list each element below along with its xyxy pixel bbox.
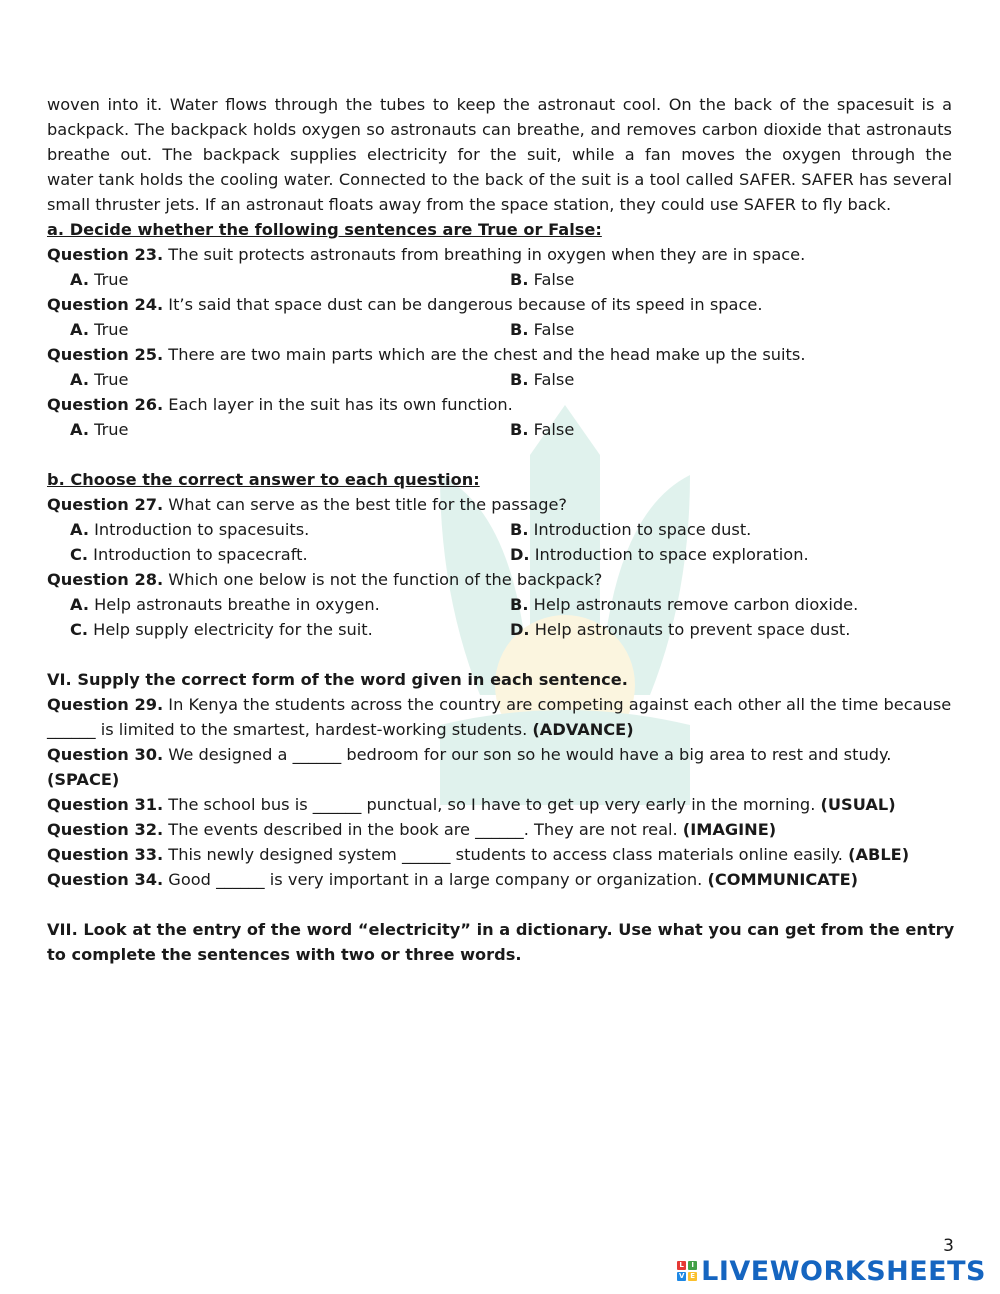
passage-line: woven into it. Water flows through the tubes to keep the astronaut cool. On the back of the spacesuit is a [47,95,952,114]
question-23: Question 23. The suit protects astronauts from breathing in oxygen when they are in space. [47,245,806,264]
option-a[interactable]: A. Help astronauts breathe in oxygen. [70,595,380,614]
option-b[interactable]: B. False [510,270,575,289]
option-a[interactable]: A. True [70,420,129,439]
question-24: Question 24. It’s said that space dust can be dangerous because of its speed in space. [47,295,763,314]
logo-text: LIVEWORKSHEETS [701,1255,986,1287]
option-b[interactable]: B. Help astronauts remove carbon dioxide. [510,595,859,614]
section-b-heading: b. Choose the correct answer to each question: [47,470,480,489]
section-a-heading: a. Decide whether the following sentences are True or False: [47,220,602,239]
question-34: Question 34. Good ______ is very important in a large company or organization. (COMMUNICATE) [47,870,859,889]
liveworksheets-logo[interactable] [677,1254,986,1288]
page-number: 3 [943,1236,954,1256]
worksheet-page [47,92,955,967]
option-d[interactable]: D. Introduction to space exploration. [510,545,809,564]
question-24-options [47,317,952,342]
section-vi-heading: VI. Supply the correct form of the word given in each sentence. [47,670,628,689]
option-c[interactable]: C. Help supply electricity for the suit. [70,620,373,639]
option-a[interactable]: A. True [70,370,129,389]
section-vii-heading: VII. Look at the entry of the word “electricity” in a dictionary. Use what you can get from the entry [47,920,955,939]
question-27-options-cd [47,542,952,567]
option-a[interactable]: A. True [70,320,129,339]
passage-line: water tank holds the cooling water. Connected to the back of the suit is a tool called SAFER. SAFER has several [47,170,952,189]
passage-line: backpack. The backpack holds oxygen so astronauts can breathe, and removes carbon dioxide that astronauts [47,120,952,139]
question-28-options-cd [47,617,952,642]
option-b[interactable]: B. False [510,320,575,339]
question-27-options-ab [47,517,952,542]
question-32: Question 32. The events described in the book are ______. They are not real. (IMAGINE) [47,820,777,839]
option-a[interactable]: A. True [70,270,129,289]
question-30: Question 30. We designed a ______ bedroom for our son so he would have a big area to rest and study. [47,745,892,764]
question-28-options-ab [47,592,952,617]
question-30-word: (SPACE) [47,770,120,789]
reading-passage [47,92,952,217]
logo-grid-icon: L I V E [677,1261,697,1281]
question-29-cont: ______ is limited to the smartest, hardest-working students. (ADVANCE) [47,720,634,739]
question-33: Question 33. This newly designed system ______ students to access class materials online easily. (ABLE) [47,845,910,864]
passage-line: small thruster jets. If an astronaut floats away from the space station, they could use SAFER to fly back. [47,195,892,214]
question-26: Question 26. Each layer in the suit has its own function. [47,395,513,414]
question-25-options [47,367,952,392]
passage-line: breathe out. The backpack supplies electricity for the suit, while a fan moves the oxygen through the [47,145,952,164]
option-d[interactable]: D. Help astronauts to prevent space dust. [510,620,851,639]
option-b[interactable]: B. False [510,420,575,439]
option-b[interactable]: B. Introduction to space dust. [510,520,752,539]
question-28: Question 28. Which one below is not the function of the backpack? [47,570,603,589]
question-25: Question 25. There are two main parts which are the chest and the head make up the suits. [47,345,806,364]
option-b[interactable]: B. False [510,370,575,389]
question-29: Question 29. In Kenya the students across the country are competing against each other all the time because [47,695,952,714]
question-23-options [47,267,952,292]
question-27: Question 27. What can serve as the best title for the passage? [47,495,568,514]
option-a[interactable]: A. Introduction to spacesuits. [70,520,310,539]
question-31: Question 31. The school bus is ______ punctual, so I have to get up very early in the morning. (USUAL) [47,795,896,814]
question-26-options [47,417,952,442]
option-c[interactable]: C. Introduction to spacecraft. [70,545,308,564]
section-vii-heading-cont: to complete the sentences with two or three words. [47,945,522,964]
